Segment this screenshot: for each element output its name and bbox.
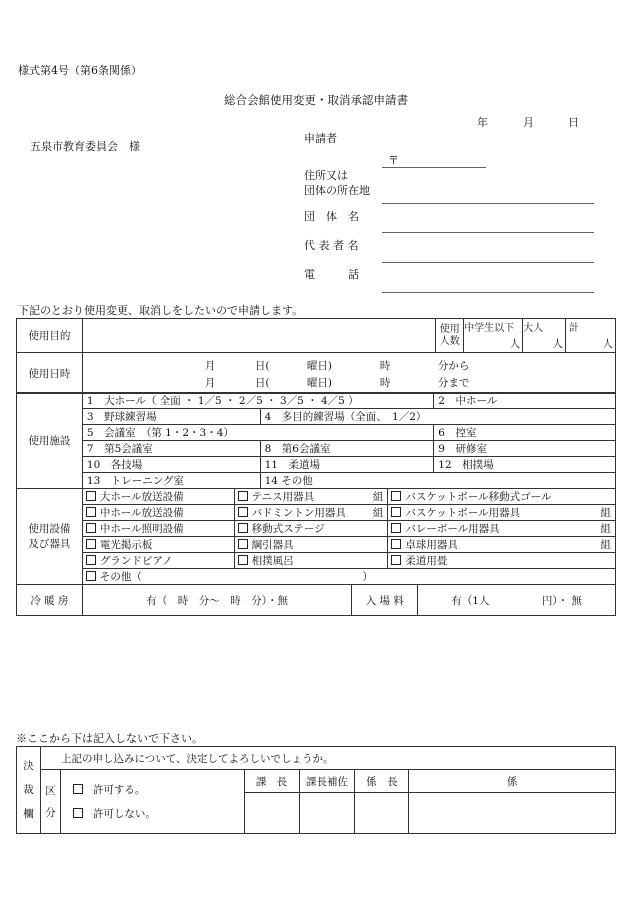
purpose-label: 使用目的 — [17, 319, 83, 353]
postal-mark: 〒 — [388, 154, 399, 167]
total-cell[interactable]: 計 人 — [566, 319, 616, 353]
equip-c-1[interactable]: バスケットボール移動式ゴール — [388, 489, 616, 505]
phone-label: 電 話 — [304, 268, 359, 281]
equip-a-4[interactable]: 電光掲示板 — [82, 537, 234, 553]
role-assistant-chief: 課長補佐 — [299, 770, 355, 793]
date-year: 年 — [477, 116, 488, 129]
equip-b-3[interactable]: 移動式ステージ — [234, 521, 388, 537]
adults-cell[interactable]: 大人 人 — [523, 319, 566, 353]
equip-b-1[interactable]: テニス用器具 組 — [234, 489, 388, 505]
checkbox[interactable] — [391, 523, 401, 533]
checkbox[interactable] — [238, 539, 248, 549]
facility-14[interactable]: 14 その他 — [260, 473, 615, 489]
checkbox[interactable] — [73, 808, 83, 818]
date-month: 月 — [523, 116, 534, 129]
equip-b-5[interactable]: 相撲風呂 — [234, 553, 388, 569]
date-day: 日 — [568, 116, 579, 129]
equip-a-3[interactable]: 中ホール照明設備 — [82, 521, 234, 537]
facility-9[interactable]: 9 研修室 — [434, 441, 616, 457]
facility-2[interactable]: 2 中ホール — [434, 393, 616, 409]
address-label-1: 住所又は — [304, 169, 348, 182]
phone-line[interactable] — [382, 292, 594, 293]
office-use-notice: ※ここから下は記入しないで下さい。 — [16, 732, 203, 745]
permit-option[interactable]: 許可する。 — [73, 778, 244, 802]
form-title: 総合会館使用変更・取消承認申請書 — [224, 93, 408, 107]
equip-a-2[interactable]: 中ホール放送設備 — [82, 505, 234, 521]
intro-text: 下記のとおり使用変更、取消しをしたいので申請します。 — [18, 304, 304, 317]
permit-options — [60, 770, 244, 834]
equip-a-1[interactable]: 大ホール放送設備 — [82, 489, 234, 505]
checkbox[interactable] — [391, 507, 401, 517]
datetime-label: 使用日時 — [17, 353, 83, 394]
representative-label: 代 表 者 名 — [304, 239, 359, 252]
checkbox[interactable] — [86, 523, 96, 533]
decision-table — [16, 746, 616, 834]
facility-6[interactable]: 6 控室 — [434, 425, 616, 441]
equipment-label: 使用設備 及び器具 — [17, 489, 83, 585]
heating-value[interactable]: 有（ 時 分〜 時 分）・無 — [82, 585, 352, 616]
checkbox[interactable] — [238, 491, 248, 501]
checkbox[interactable] — [238, 523, 248, 533]
facility-10[interactable]: 10 各技場 — [82, 457, 260, 473]
facility-12[interactable]: 12 相撲場 — [434, 457, 616, 473]
datetime-field[interactable]: 月 日( 曜日) 時 分から 月 日( 曜日) 時 分まで — [82, 353, 615, 394]
facility-1[interactable]: 1 大ホール（ 全面 ・ 1／5 ・ 2／5 ・ 3／5 ・ 4／5 ） — [82, 393, 433, 409]
checkbox[interactable] — [238, 555, 248, 565]
equip-c-3[interactable]: バレーボール用器具 組 — [388, 521, 616, 537]
admission-value[interactable]: 有（1人 円）・ 無 — [418, 585, 616, 616]
representative-line[interactable] — [382, 262, 594, 263]
checkbox[interactable] — [391, 555, 401, 565]
stamp-assistant-chief[interactable] — [299, 793, 355, 834]
equip-other[interactable]: その他（ ） — [82, 569, 615, 585]
facility-11[interactable]: 11 柔道場 — [260, 457, 434, 473]
children-cell[interactable]: 中学生以下 人 — [464, 319, 523, 353]
division-label: 区 分 — [40, 770, 60, 834]
checkbox[interactable] — [86, 555, 96, 565]
equip-b-2[interactable]: バドミントン用器具 組 — [234, 505, 388, 521]
deny-option[interactable]: 許可しない。 — [73, 802, 244, 826]
role-subsection-chief: 係 長 — [355, 770, 409, 793]
admission-label: 入 場 料 — [352, 585, 418, 616]
equipment-table — [16, 488, 616, 585]
facility-13[interactable]: 13 トレーニング室 — [82, 473, 260, 489]
facility-5[interactable]: 5 会議室 （第 1・2・3・4） — [82, 425, 433, 441]
checkbox[interactable] — [86, 491, 96, 501]
heating-label: 冷 暖 房 — [17, 585, 83, 616]
form-number: 様式第4号（第6条関係） — [18, 64, 142, 77]
checkbox[interactable] — [86, 539, 96, 549]
checkbox[interactable] — [86, 571, 96, 581]
purpose-field[interactable] — [82, 319, 435, 353]
role-section-chief: 課 長 — [244, 770, 299, 793]
stamp-staff[interactable] — [409, 793, 616, 834]
equip-c-5[interactable]: 柔道用畳 — [388, 553, 616, 569]
checkbox[interactable] — [73, 784, 83, 794]
facilities-table — [16, 392, 616, 489]
equip-b-4[interactable]: 綱引器具 — [234, 537, 388, 553]
purpose-table — [16, 318, 616, 394]
group-name-label: 団 体 名 — [304, 210, 359, 223]
checkbox[interactable] — [391, 539, 401, 549]
stamp-section-chief[interactable] — [244, 793, 299, 834]
heating-table — [16, 584, 616, 616]
applicant-label: 申請者 — [304, 132, 337, 145]
facilities-label: 使用施設 — [17, 393, 83, 489]
checkbox[interactable] — [391, 491, 401, 501]
facility-7[interactable]: 7 第5会議室 — [82, 441, 260, 457]
facility-3[interactable]: 3 野球練習場 — [82, 409, 260, 425]
stamp-subsection-chief[interactable] — [355, 793, 409, 834]
facility-8[interactable]: 8 第6会議室 — [260, 441, 434, 457]
postal-line[interactable] — [382, 167, 486, 168]
equip-a-5[interactable]: グランドピアノ — [82, 553, 234, 569]
equip-c-2[interactable]: バスケットボール用器具 組 — [388, 505, 616, 521]
people-label: 使用 人数 — [436, 319, 464, 353]
role-staff: 係 — [409, 770, 616, 793]
checkbox[interactable] — [86, 507, 96, 517]
group-name-line[interactable] — [382, 232, 594, 233]
decision-label: 決 裁 欄 — [17, 747, 41, 834]
address-label-2: 団体の所在地 — [304, 184, 370, 197]
checkbox[interactable] — [238, 507, 248, 517]
decision-question: 上記の申し込みについて、決定してよろしいでしょうか。 — [40, 747, 615, 770]
address-line[interactable] — [382, 203, 594, 204]
facility-4[interactable]: 4 多目的練習場（全面、 1／2） — [260, 409, 615, 425]
equip-c-4[interactable]: 卓球用器具 組 — [388, 537, 616, 553]
addressee: 五泉市教育委員会 様 — [30, 140, 140, 153]
